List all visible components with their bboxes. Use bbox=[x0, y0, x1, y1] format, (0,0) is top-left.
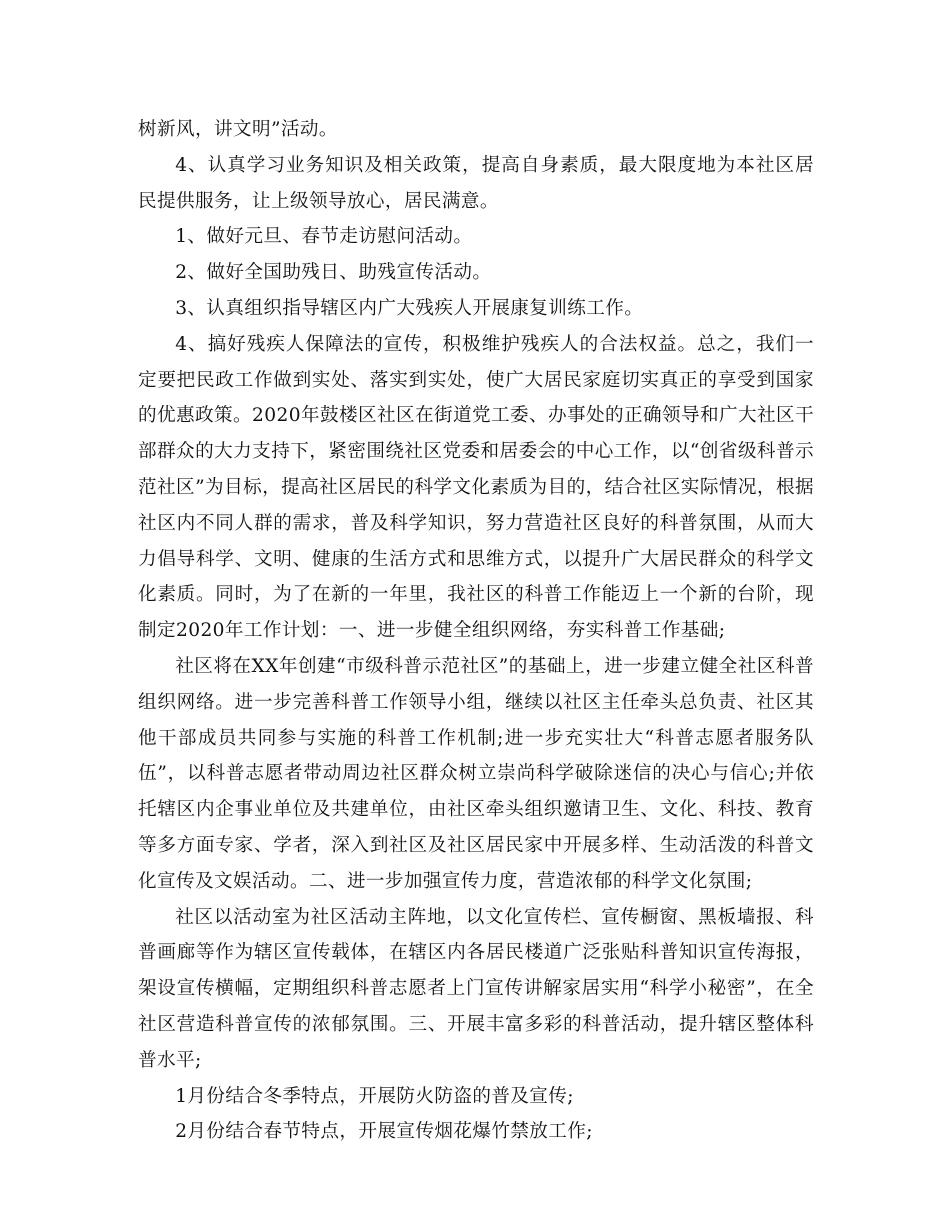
paragraph-7: 社区将在XX年创建“市级科普示范社区”的基础上，进一步建立健全社区科普组织网络。进一步完善科普工作领导小组，继续以社区主任牵头总负责、社区其他干部成员共同参与实施的科普工作机制;进一步充实壮大“科普志愿者服务队伍”，以科普志愿者带动周边社区群众树立崇尚科学破除迷信的决心与信心;并依托辖区内企事业单位及共建单位，由社区牵头组织邀请卫生、文化、科技、教育等多方面专家、学者，深入到社区及社区居民家中开展多样、生动活泼的科普文化宣传及文娱活动。二、进一步加强宣传力度，营造浓郁的科学文化氛围; bbox=[138, 655, 814, 892]
paragraph-6: 4、搞好残疾人保障法的宣传，积极维护残疾人的合法权益。总之，我们一定要把民政工作做到实处、落实到实处，使广大居民家庭切实真正的享受到国家的优惠政策。2020年鼓楼区社区在街道党工委、办事处的正确领导和广大社区干部群众的大力支持下，紧密围绕社区党委和居委会的中心工作，以“创省级科普示范社区”为目标，提高社区居民的科学文化素质为目的，结合社区实际情况，根据社区内不同人群的需求，普及科学知识，努力营造社区良好的科普氛围，从而大力倡导科学、文明、健康的生活方式和思维方式，以提升广大居民群众的科学文化素质。同时，为了在新的一年里，我社区的科普工作能迈上一个新的台阶，现制定2020年工作计划：一、进一步健全组织网络，夯实科普工作基础; bbox=[138, 333, 814, 642]
paragraph-10: 2月份结合春节特点，开展宣传烟花爆竹禁放工作; bbox=[175, 1121, 593, 1143]
paragraph-1: 树新风，讲文明”活动。 bbox=[138, 119, 338, 140]
document-body bbox=[138, 112, 814, 1150]
paragraph-4: 2、做好全国助残日、助残宣传活动。 bbox=[175, 262, 492, 284]
paragraph-5: 3、认真组织指导辖区内广大残疾人开展康复训练工作。 bbox=[175, 297, 644, 319]
paragraph-9: 1月份结合冬季特点，开展防火防盗的普及宣传; bbox=[175, 1085, 574, 1107]
paragraph-3: 1、做好元旦、春节走访慰问活动。 bbox=[175, 226, 473, 248]
paragraph-2: 4、认真学习业务知识及相关政策，提高自身素质，最大限度地为本社区居民提供服务，让上级领导放心，居民满意。 bbox=[138, 154, 814, 212]
paragraph-8: 社区以活动室为社区活动主阵地，以文化宣传栏、宣传橱窗、黑板墙报、科普画廊等作为辖区宣传载体，在辖区内各居民楼道广泛张贴科普知识宣传海报，架设宣传横幅，定期组织科普志愿者上门宣传讲解家居实用“科学小秘密”，在全社区营造科普宣传的浓郁氛围。三、开展丰富多彩的科普活动，提升辖区整体科普水平; bbox=[138, 906, 814, 1071]
